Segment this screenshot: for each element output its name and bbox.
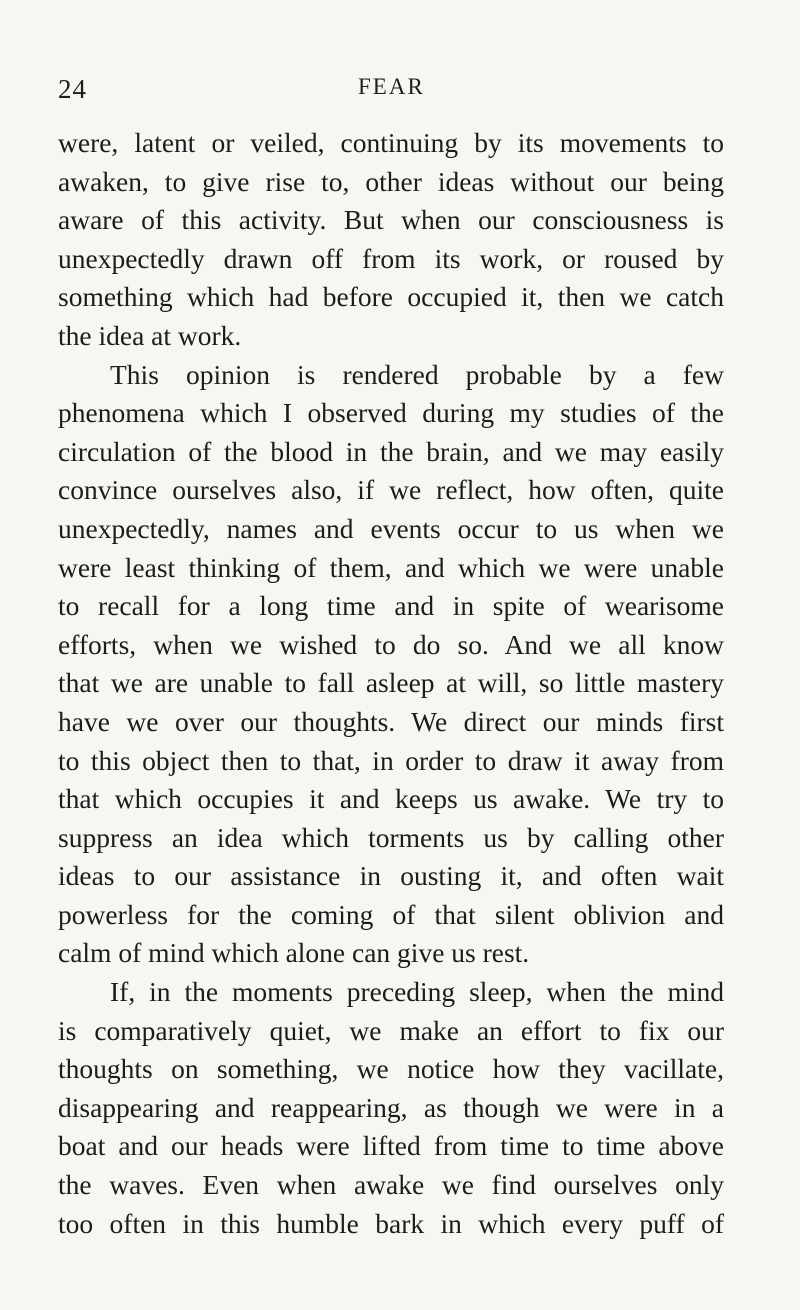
text-line: to this object then to that, in order to draw it away from xyxy=(58,744,724,776)
body-text xyxy=(58,124,724,1243)
text-line: too often in this humble bark in which every puff of xyxy=(58,1207,724,1239)
text-line: calm of mind which alone can give us rest. xyxy=(58,937,530,969)
text-line: the waves. Even when awake we find ourselves only xyxy=(58,1169,724,1201)
text-line: This opinion is rendered probable by a few xyxy=(110,358,724,390)
page-header xyxy=(58,74,728,114)
text-line: were least thinking of them, and which we were unable xyxy=(58,551,724,583)
text-line: efforts, when we wished to do so. And we all know xyxy=(58,628,724,660)
text-line: disappearing and reappearing, as though we were in a xyxy=(58,1091,724,1123)
text-line: unexpectedly, names and events occur to us when we xyxy=(58,512,724,544)
text-line: something which had before occupied it, then we catch xyxy=(58,281,724,313)
text-line: If, in the moments preceding sleep, when the mind xyxy=(110,976,724,1008)
text-line: have we over our thoughts. We direct our minds first xyxy=(58,705,724,737)
text-line: unexpectedly drawn off from its work, or roused by xyxy=(58,242,724,274)
text-line: suppress an idea which torments us by calling other xyxy=(58,821,724,853)
paragraph-2 xyxy=(58,356,724,974)
text-line: awaken, to give rise to, other ideas without our being xyxy=(58,165,724,197)
text-line: circulation of the blood in the brain, and we may easily xyxy=(58,435,724,467)
text-line: is comparatively quiet, we make an effort to fix our xyxy=(58,1014,724,1046)
text-line: powerless for the coming of that silent oblivion and xyxy=(58,898,724,930)
page-number: 24 xyxy=(58,74,87,104)
text-line: convince ourselves also, if we reflect, how often, quite xyxy=(58,474,724,506)
text-line: phenomena which I observed during my studies of the xyxy=(58,397,724,429)
text-line: the idea at work. xyxy=(58,319,242,351)
text-line: were, latent or veiled, continuing by its movements to xyxy=(58,127,724,158)
paragraph-1 xyxy=(58,124,724,356)
text-line: to recall for a long time and in spite of wearisome xyxy=(58,590,724,622)
paragraph-3 xyxy=(58,973,724,1243)
text-line: that we are unable to fall asleep at will, so little mastery xyxy=(58,667,724,699)
text-line: thoughts on something, we notice how they vacillate, xyxy=(58,1053,724,1085)
text-line: ideas to our assistance in ousting it, and often wait xyxy=(58,860,724,892)
text-line: that which occupies it and keeps us awake. We try to xyxy=(58,783,724,815)
text-line: aware of this activity. But when our consciousness is xyxy=(58,204,724,236)
text-line: boat and our heads were lifted from time to time above xyxy=(58,1130,724,1162)
running-head: FEAR xyxy=(358,74,425,99)
